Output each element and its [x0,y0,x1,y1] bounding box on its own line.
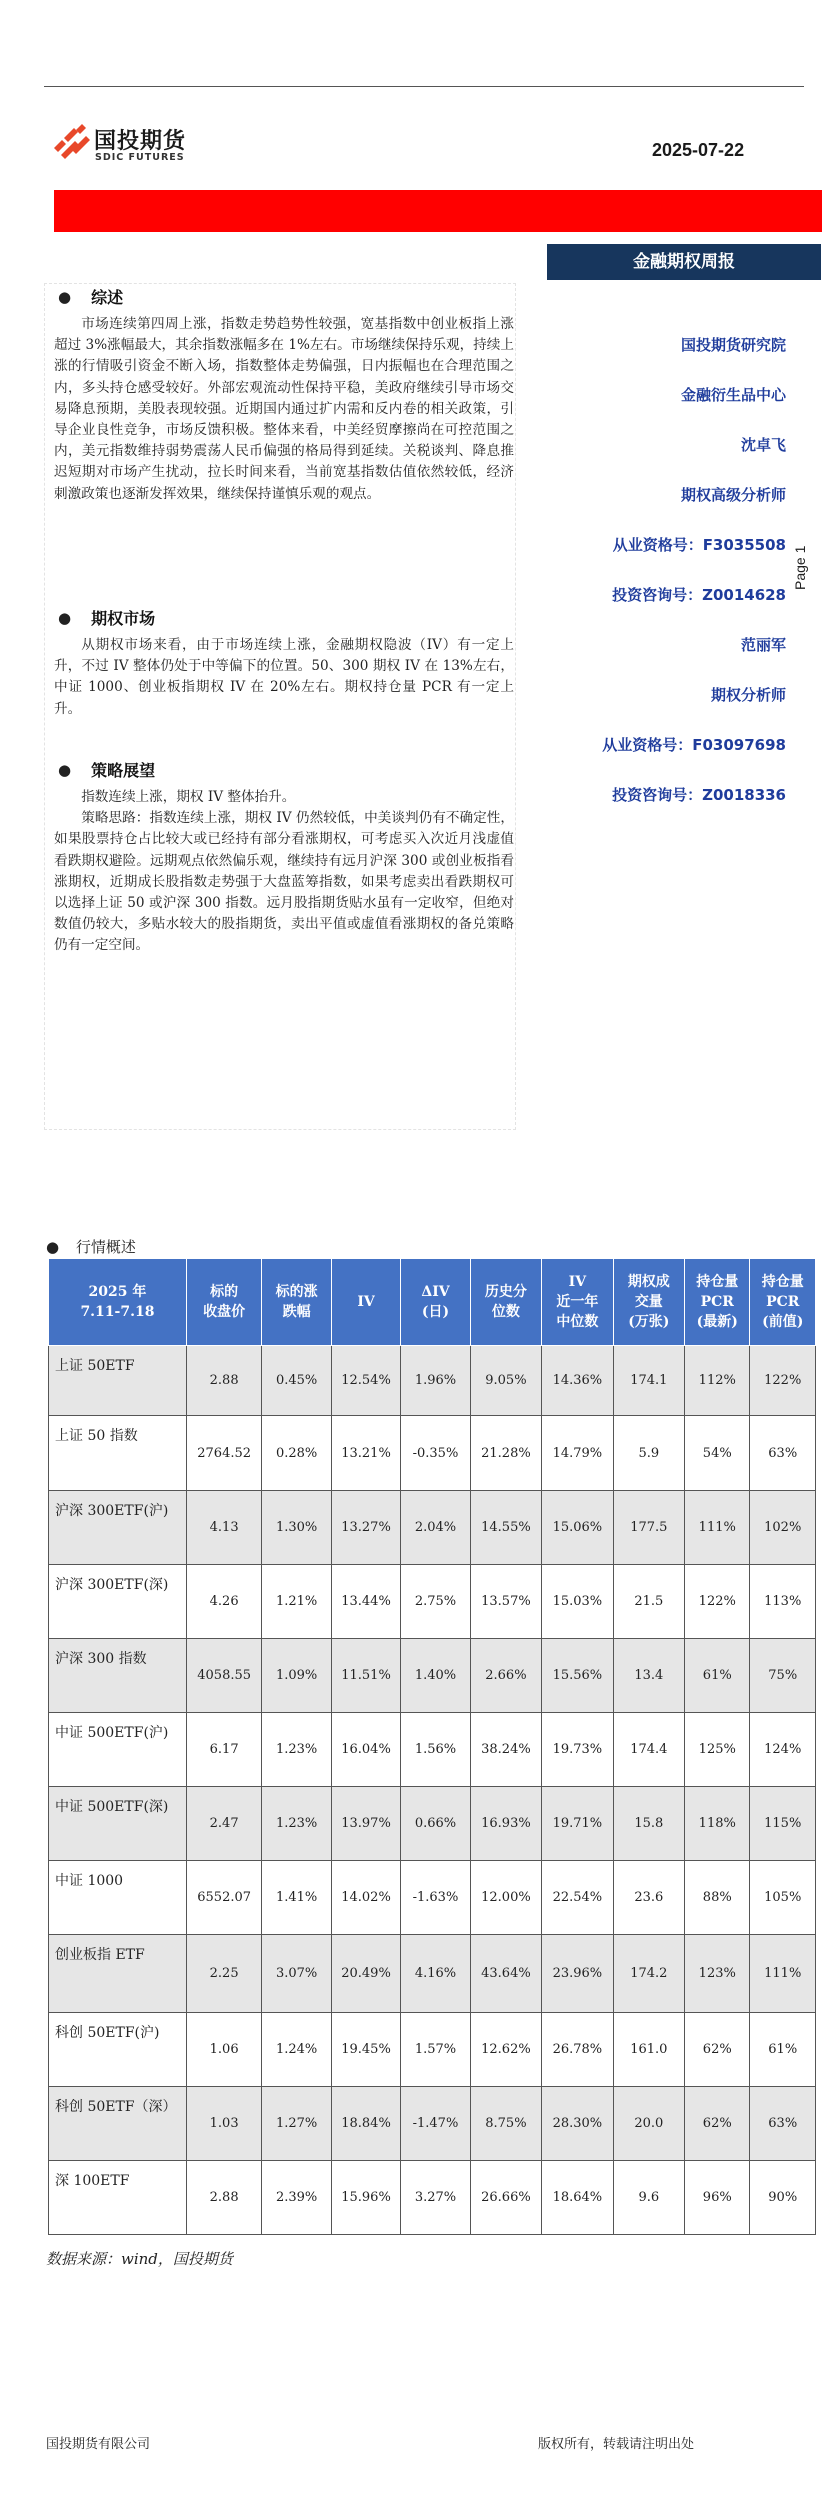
table-cell: 1.96% [401,1346,470,1416]
author-title: 期权分析师 [710,686,786,704]
footer-company: 国投期货有限公司 [46,2437,151,2452]
table-row [49,1787,816,1861]
section-strategy [54,758,514,957]
table-cell: 174.4 [613,1713,684,1787]
table-cell: 13.4 [613,1639,684,1713]
table-cell: 6.17 [186,1713,261,1787]
row-underlying-name: 沪深 300 指数 [49,1639,187,1713]
logo-subtext: SDIC FUTURES [95,152,185,163]
table-cell: 102% [750,1491,816,1565]
table-cell: 2.04% [401,1491,470,1565]
table-cell: 19.45% [331,2013,400,2087]
author-consult-id: 投资咨询号：Z0014628 [612,586,786,604]
table-row [49,1416,816,1491]
table-cell: 2764.52 [186,1416,261,1491]
table-cell: 125% [685,1713,750,1787]
table-cell: 0.45% [262,1346,331,1416]
section-paragraph: 指数连续上涨，期权 IV 整体抬升。 [81,789,296,805]
table-cell: 21.5 [613,1565,684,1639]
table-cell: 62% [685,2087,750,2161]
table-cell: 4.16% [401,1935,470,2013]
table-cell: 2.88 [186,1346,261,1416]
table-cell: 4.26 [186,1565,261,1639]
author-license: 从业资格号：F03097698 [602,736,786,754]
row-underlying-name: 中证 500ETF(沪) [49,1713,187,1787]
table-cell: 105% [750,1861,816,1935]
table-cell: 2.66% [470,1639,541,1713]
table-cell: 118% [685,1787,750,1861]
table-cell: 23.96% [542,1935,613,2013]
table-cell: 16.93% [470,1787,541,1861]
table-cell: 15.96% [331,2161,400,2235]
table-cell: 14.02% [331,1861,400,1935]
table-cell: 28.30% [542,2087,613,2161]
table-cell: 9.6 [613,2161,684,2235]
table-cell: 1.09% [262,1639,331,1713]
table-cell: 6552.07 [186,1861,261,1935]
table-cell: 12.62% [470,2013,541,2087]
table-cell: 20.0 [613,2087,684,2161]
table-header-row [49,1259,816,1346]
table-cell: 21.28% [470,1416,541,1491]
table-cell: 14.36% [542,1346,613,1416]
table-label [46,1236,136,1257]
table-cell: 3.27% [401,2161,470,2235]
bullet-icon: ● [46,1238,60,1256]
table-cell: 2.88 [186,2161,261,2235]
author-name: 范丽军 [740,636,786,654]
column-header: IV 近一年 中位数 [542,1259,613,1346]
table-cell: 1.23% [262,1787,331,1861]
table-row [49,1491,816,1565]
table-cell: 1.56% [401,1713,470,1787]
row-underlying-name: 上证 50ETF [49,1346,187,1416]
table-row [49,1935,816,2013]
column-header: 2025 年 7.11-7.18 [49,1259,187,1346]
table-cell: 75% [750,1639,816,1713]
table-cell: 161.0 [613,2013,684,2087]
author-name: 沈卓飞 [740,436,786,454]
table-cell: 38.24% [470,1713,541,1787]
table-cell: 1.06 [186,2013,261,2087]
table-cell: 2.47 [186,1787,261,1861]
table-cell: 13.97% [331,1787,400,1861]
author-institute: 国投期货研究院 [680,336,786,354]
table-body [49,1346,816,2235]
table-cell: 2.75% [401,1565,470,1639]
report-date: 2025-07-22 [652,140,745,160]
table-cell: 88% [685,1861,750,1935]
table-cell: 15.8 [613,1787,684,1861]
row-underlying-name: 科创 50ETF（深） [49,2087,187,2161]
author-consult-id: 投资咨询号：Z0018336 [612,786,786,804]
row-underlying-name: 中证 500ETF(深) [49,1787,187,1861]
table-row [49,1639,816,1713]
page-number: Page 1 [792,545,808,590]
row-underlying-name: 科创 50ETF(沪) [49,2013,187,2087]
table-cell: 1.21% [262,1565,331,1639]
table-cell: 111% [685,1491,750,1565]
row-underlying-name: 上证 50 指数 [49,1416,187,1491]
table-cell: 9.05% [470,1346,541,1416]
table-cell: 174.1 [613,1346,684,1416]
table-cell: 15.03% [542,1565,613,1639]
table-cell: 122% [685,1565,750,1639]
table-cell: 3.07% [262,1935,331,2013]
row-underlying-name: 创业板指 ETF [49,1935,187,2013]
table-cell: 113% [750,1565,816,1639]
table-cell: 2.39% [262,2161,331,2235]
table-row [49,1346,816,1416]
table-cell: 12.54% [331,1346,400,1416]
section-paragraph: 市场连续第四周上涨，指数走势趋势性较强，宽基指数中创业板指上涨超过 3%涨幅最大，其余指数涨幅多在 1%左右。市场继续保持乐观，持续上涨的行情吸引资金不断入场，指数整体走势偏强，日内振幅也在合理范围之内，多头持仓感受较好。外部宏观流动性保持平稳，美政府继续引导市场交易降息预期，美股表现较强。近期国内通过扩内需和反内卷的相关政策，引导企业良性竞争，市场反馈积极。整体来看，中美经贸摩擦尚在可控范围之内，美元指数维持弱势震荡人民币偏强的格局得到延续。关税谈判、降息推迟短期对市场产生扰动，拉长时间来看，当前宽基指数估值依然较低，经济刺激政策也逐渐发挥效果，继续保持谨慎乐观的观点。 [54,316,514,502]
table-cell: 111% [750,1935,816,2013]
table-cell: 22.54% [542,1861,613,1935]
table-cell: 61% [750,2013,816,2087]
section-options-market [54,606,514,720]
table-cell: 54% [685,1416,750,1491]
column-header: 持仓量 PCR (最新) [685,1259,750,1346]
author-title: 期权高级分析师 [680,486,786,504]
table-row [49,2013,816,2087]
table-cell: 15.06% [542,1491,613,1565]
table-cell: 124% [750,1713,816,1787]
table-cell: 1.03 [186,2087,261,2161]
column-header: 标的 收盘价 [186,1259,261,1346]
table-cell: 13.27% [331,1491,400,1565]
table-cell: 19.71% [542,1787,613,1861]
table-cell: 11.51% [331,1639,400,1713]
column-header: 历史分 位数 [470,1259,541,1346]
table-cell: 63% [750,1416,816,1491]
column-header: 标的涨 跌幅 [262,1259,331,1346]
author-center: 金融衍生品中心 [680,386,786,404]
table-cell: 2.25 [186,1935,261,2013]
table-cell: 5.9 [613,1416,684,1491]
table-row [49,2161,816,2235]
table-cell: 122% [750,1346,816,1416]
table-cell: 62% [685,2013,750,2087]
section-title: 策略展望 [91,761,156,780]
table-cell: 1.24% [262,2013,331,2087]
table-row [49,1861,816,1935]
bullet-icon: ● [58,608,72,627]
column-header: 持仓量 PCR (前值) [750,1259,816,1346]
table-cell: 14.79% [542,1416,613,1491]
table-cell: 1.30% [262,1491,331,1565]
top-rule [44,86,804,87]
table-cell: 20.49% [331,1935,400,2013]
table-cell: 1.41% [262,1861,331,1935]
table-cell: 16.04% [331,1713,400,1787]
table-cell: 43.64% [470,1935,541,2013]
bullet-icon: ● [58,760,72,779]
table-row [49,1713,816,1787]
section-title: 综述 [91,288,124,307]
table-cell: 1.40% [401,1639,470,1713]
table-cell: 90% [750,2161,816,2235]
report-title: 金融期权周报 [547,244,821,280]
table-cell: 174.2 [613,1935,684,2013]
section-paragraph: 从期权市场来看，由于市场连续上涨，金融期权隐波（IV）有一定上升，不过 IV 整体仍处于中等偏下的位置。50、300 期权 IV 在 13%左右，中证 1000、创业板指期权 IV 在 20%左右。期权持仓量 PCR 有一定上升。 [54,637,514,717]
red-banner [54,190,822,232]
table-cell: 13.21% [331,1416,400,1491]
sdic-logo-icon [52,122,92,162]
row-underlying-name: 沪深 300ETF(深) [49,1565,187,1639]
table-row [49,1565,816,1639]
logo-text: 国投期货 [94,129,187,154]
column-header: 期权成 交量 (万张) [613,1259,684,1346]
table-cell: 112% [685,1346,750,1416]
table-cell: 26.78% [542,2013,613,2087]
table-cell: 0.66% [401,1787,470,1861]
options-table [48,1258,816,2235]
table-cell: 19.73% [542,1713,613,1787]
table-cell: 0.28% [262,1416,331,1491]
table-cell: 26.66% [470,2161,541,2235]
section-title: 期权市场 [91,609,156,628]
row-underlying-name: 深 100ETF [49,2161,187,2235]
table-cell: 115% [750,1787,816,1861]
table-cell: -1.47% [401,2087,470,2161]
table-cell: 96% [685,2161,750,2235]
data-source: 数据来源：wind，国投期货 [46,2250,233,2268]
table-label-text: 行情概述 [75,1238,136,1256]
bullet-icon: ● [58,287,72,306]
table-cell: 8.75% [470,2087,541,2161]
table-cell: 1.27% [262,2087,331,2161]
table-cell: 4058.55 [186,1639,261,1713]
footer-copyright: 版权所有，转载请注明出处 [538,2437,695,2452]
table-cell: 63% [750,2087,816,2161]
table-cell: 177.5 [613,1491,684,1565]
table-cell: -0.35% [401,1416,470,1491]
table-cell: 12.00% [470,1861,541,1935]
section-overview [54,285,514,505]
author-license: 从业资格号：F3035508 [612,536,786,554]
table-cell: 4.13 [186,1491,261,1565]
table-cell: 23.6 [613,1861,684,1935]
table-cell: 123% [685,1935,750,2013]
column-header: ΔIV (日) [401,1259,470,1346]
table-cell: 14.55% [470,1491,541,1565]
table-cell: 61% [685,1639,750,1713]
row-underlying-name: 中证 1000 [49,1861,187,1935]
section-paragraph: 策略思路：指数连续上涨，期权 IV 仍然较低，中美谈判仍有不确定性，如果股票持仓占比较大或已经持有部分看涨期权，可考虑买入次近月浅虚值看跌期权避险。远期观点依然偏乐观，继续持有远月沪深 300 或创业板指看涨期权，近期成长股指数走势强于大盘蓝筹指数，如果考虑卖出看跌期权可以选择上证 50 或沪深 300 指数。远月股指期货贴水虽有一定收窄，但绝对数值仍较大，多贴水较大的股指期货，卖出平值或虚值看涨期权的备兑策略仍有一定空间。 [54,810,514,954]
table-cell: 13.57% [470,1565,541,1639]
table-cell: -1.63% [401,1861,470,1935]
table-cell: 18.84% [331,2087,400,2161]
table-row [49,2087,816,2161]
table-cell: 15.56% [542,1639,613,1713]
table-cell: 18.64% [542,2161,613,2235]
table-cell: 1.23% [262,1713,331,1787]
row-underlying-name: 沪深 300ETF(沪) [49,1491,187,1565]
table-cell: 13.44% [331,1565,400,1639]
column-header: IV [331,1259,400,1346]
table-cell: 1.57% [401,2013,470,2087]
